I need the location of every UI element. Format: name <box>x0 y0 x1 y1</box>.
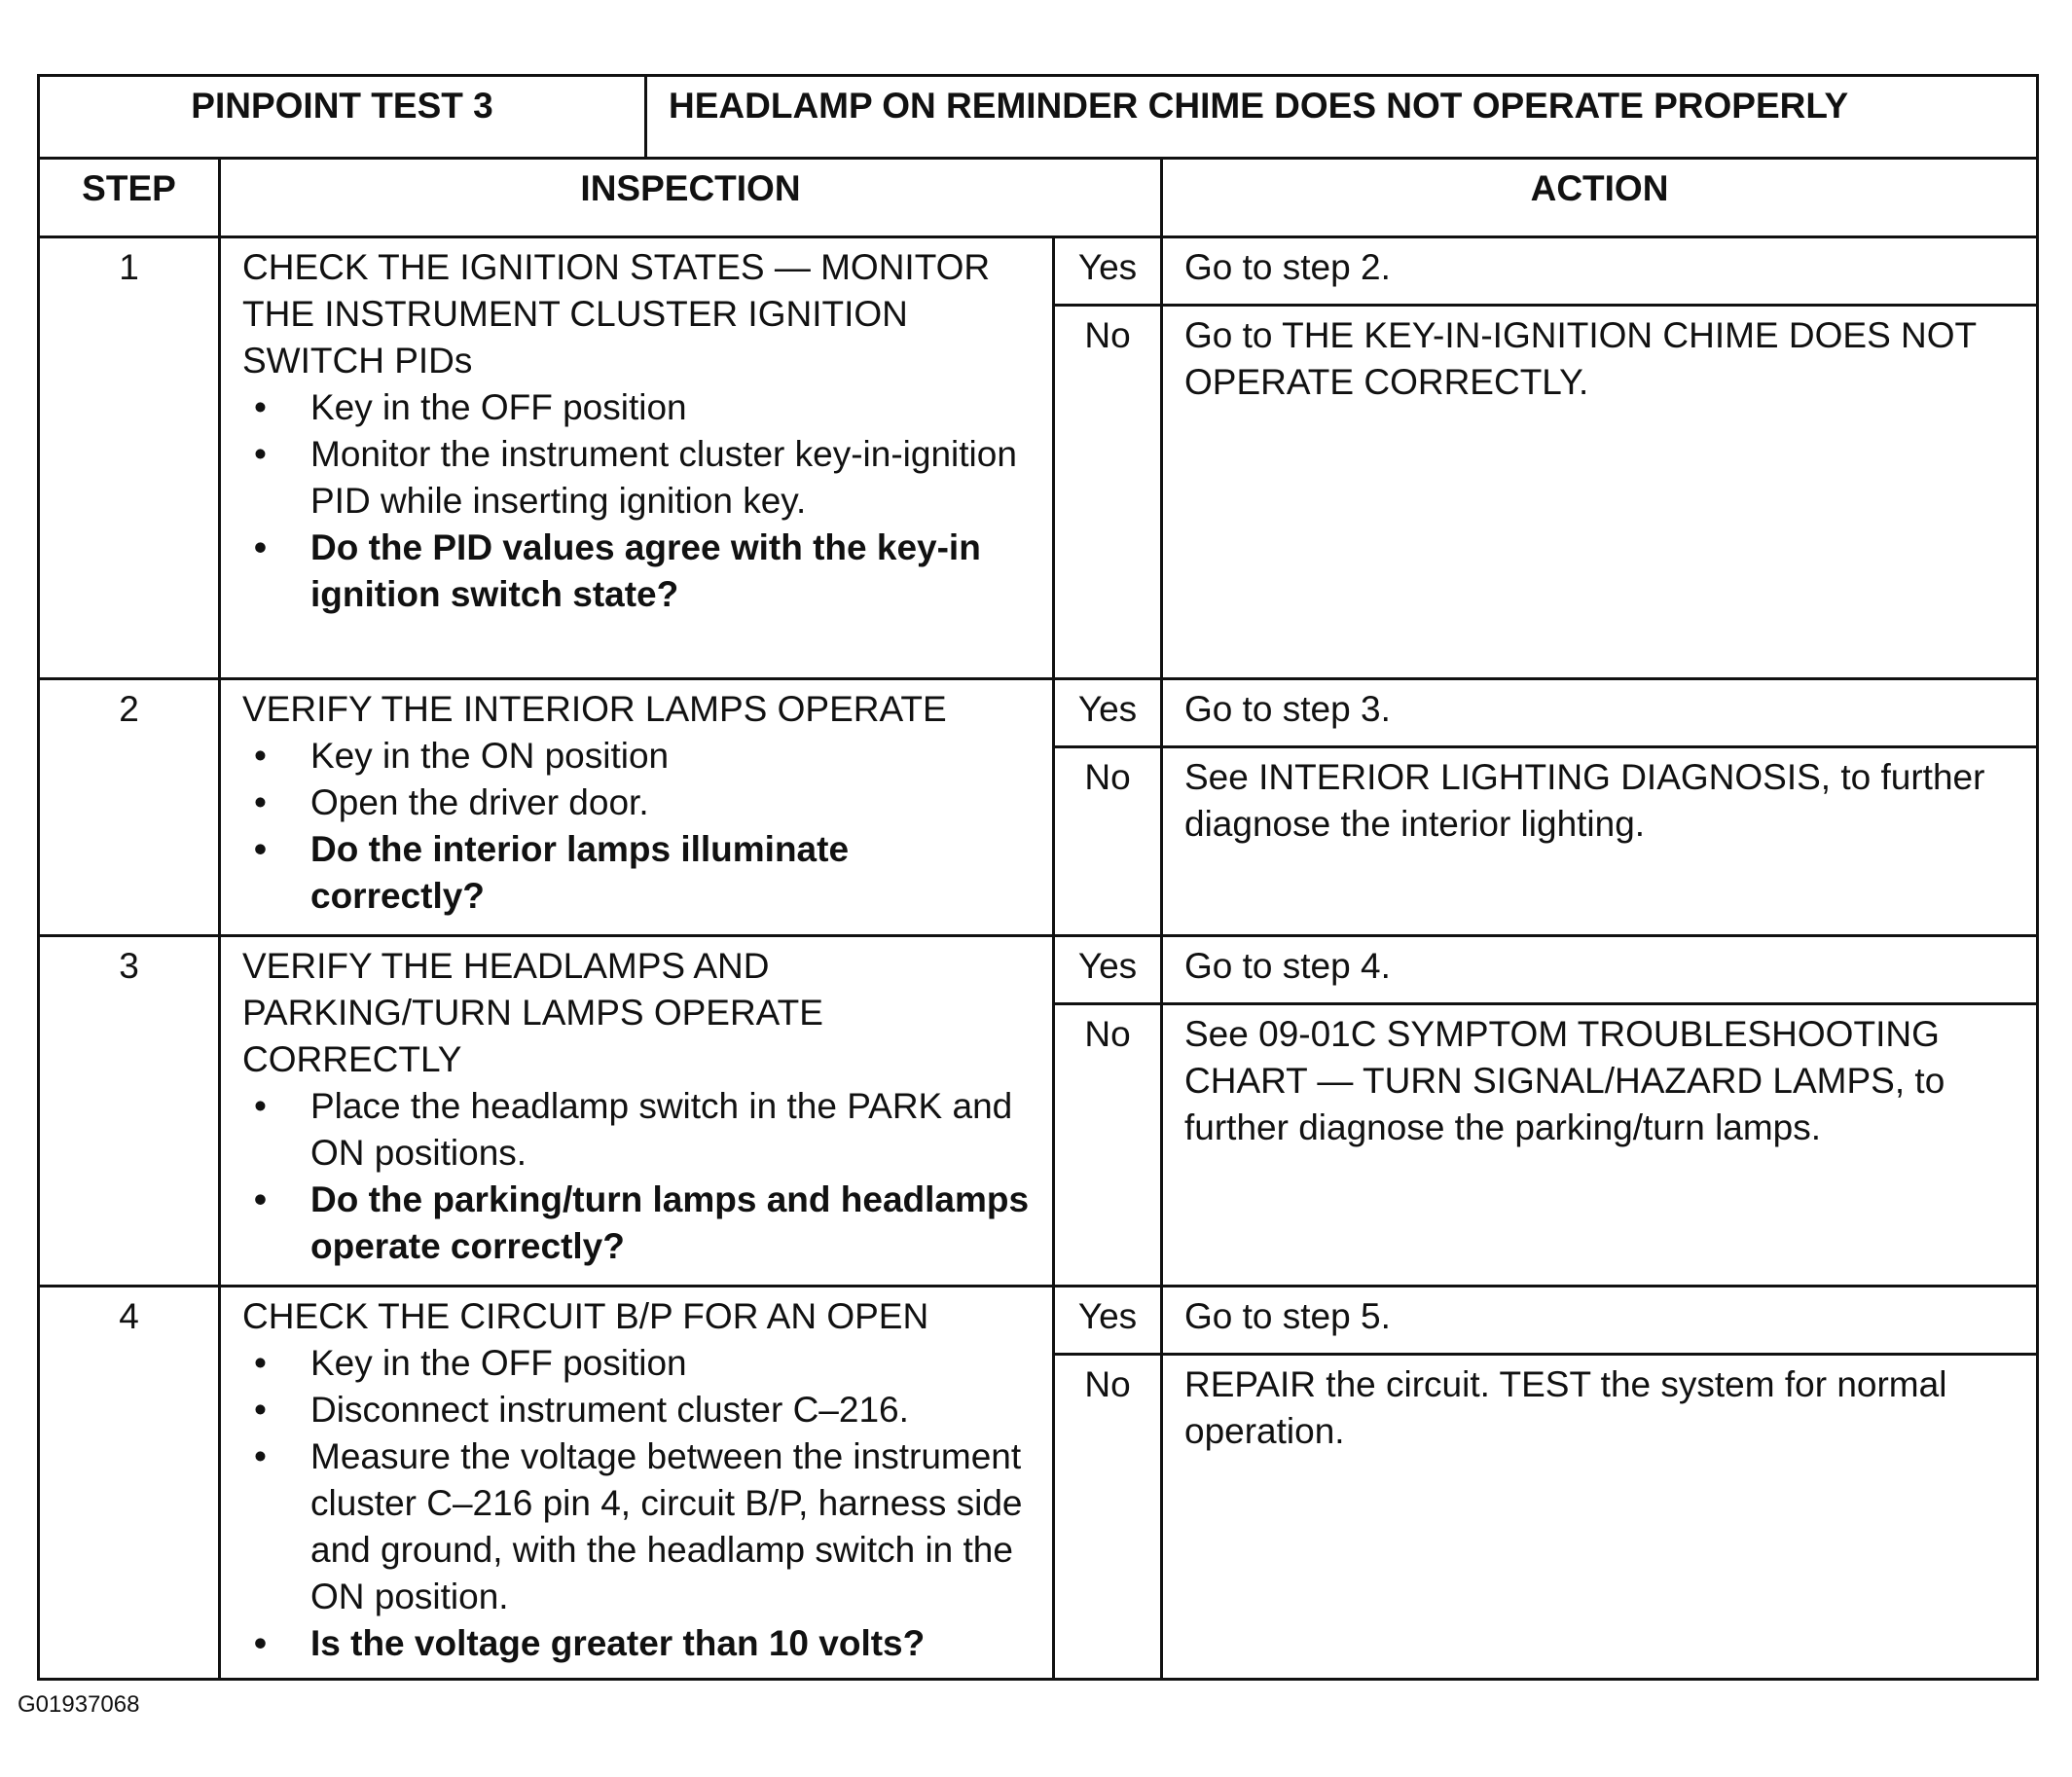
step-4-yes-row <box>39 1287 2038 1355</box>
step-2-yes-row <box>39 679 2038 747</box>
no-action: See 09-01C SYMPTOM TROUBLESHOOTING CHART — TURN SIGNAL/HAZARD LAMPS, to further diagnose the parking/turn lamps. <box>1162 1004 2038 1287</box>
step-bullet: • Key in the ON position <box>242 733 1031 780</box>
step-heading: VERIFY THE HEADLAMPS AND PARKING/TURN LAMPS OPERATE CORRECTLY <box>242 946 823 1079</box>
step-heading: VERIFY THE INTERIOR LAMPS OPERATE <box>242 689 947 729</box>
step-inspection <box>220 1287 1054 1680</box>
no-action: REPAIR the circuit. TEST the system for normal operation. <box>1162 1355 2038 1680</box>
step-bullet-list <box>242 733 1031 920</box>
yes-action: Go to step 3. <box>1162 679 2038 747</box>
step-bullet: • Measure the voltage between the instrument cluster C–216 pin 4, circuit B/P, harness side and ground, with the headlamp switch in the ON position. <box>242 1433 1031 1620</box>
step-bullet: • Place the headlamp switch in the PARK and ON positions. <box>242 1083 1031 1177</box>
step-3-yes-row <box>39 936 2038 1004</box>
step-bullet-list <box>242 1083 1031 1270</box>
step-inspection <box>220 936 1054 1287</box>
test-label: PINPOINT TEST 3 <box>39 76 646 159</box>
step-bullet-list <box>242 384 1031 618</box>
step-number: 1 <box>39 237 220 679</box>
step-1-yes-row <box>39 237 2038 306</box>
step-column-header: STEP <box>39 159 220 237</box>
no-label: No <box>1054 306 1162 679</box>
step-bullet: • Monitor the instrument cluster key-in-ignition PID while inserting ignition key. <box>242 431 1031 525</box>
yes-label: Yes <box>1054 1287 1162 1355</box>
no-label: No <box>1054 1355 1162 1680</box>
step-number: 3 <box>39 936 220 1287</box>
no-action: Go to THE KEY-IN-IGNITION CHIME DOES NOT OPERATE CORRECTLY. <box>1162 306 2038 679</box>
yes-label: Yes <box>1054 237 1162 306</box>
test-title: HEADLAMP ON REMINDER CHIME DOES NOT OPERATE PROPERLY <box>646 76 2038 159</box>
yes-action: Go to step 5. <box>1162 1287 2038 1355</box>
yes-label: Yes <box>1054 936 1162 1004</box>
step-question: • Do the PID values agree with the key-in ignition switch state? <box>242 525 1031 618</box>
inspection-column-header: INSPECTION <box>220 159 1162 237</box>
no-label: No <box>1054 1004 1162 1287</box>
step-question: • Do the interior lamps illuminate correctly? <box>242 826 1031 920</box>
action-column-header: ACTION <box>1162 159 2038 237</box>
yes-label: Yes <box>1054 679 1162 747</box>
step-bullet: • Key in the OFF position <box>242 1340 1031 1387</box>
step-bullet: • Disconnect instrument cluster C–216. <box>242 1387 1031 1433</box>
title-row <box>39 76 2038 159</box>
step-number: 2 <box>39 679 220 936</box>
figure-id: G01937068 <box>18 1691 140 1718</box>
yes-action: Go to step 2. <box>1162 237 2038 306</box>
step-bullet: • Open the driver door. <box>242 780 1031 826</box>
no-action: See INTERIOR LIGHTING DIAGNOSIS, to further diagnose the interior lighting. <box>1162 747 2038 936</box>
pinpoint-test-table <box>37 74 2039 1681</box>
step-question: • Is the voltage greater than 10 volts? <box>242 1620 1031 1667</box>
no-label: No <box>1054 747 1162 936</box>
step-inspection <box>220 679 1054 936</box>
step-number: 4 <box>39 1287 220 1680</box>
step-inspection <box>220 237 1054 679</box>
column-header-row <box>39 159 2038 237</box>
step-heading: CHECK THE CIRCUIT B/P FOR AN OPEN <box>242 1296 929 1336</box>
step-question: • Do the parking/turn lamps and headlamps operate correctly? <box>242 1177 1031 1270</box>
step-bullet-list <box>242 1340 1031 1667</box>
step-bullet: • Key in the OFF position <box>242 384 1031 431</box>
yes-action: Go to step 4. <box>1162 936 2038 1004</box>
step-heading: CHECK THE IGNITION STATES — MONITOR THE INSTRUMENT CLUSTER IGNITION SWITCH PIDs <box>242 247 991 381</box>
